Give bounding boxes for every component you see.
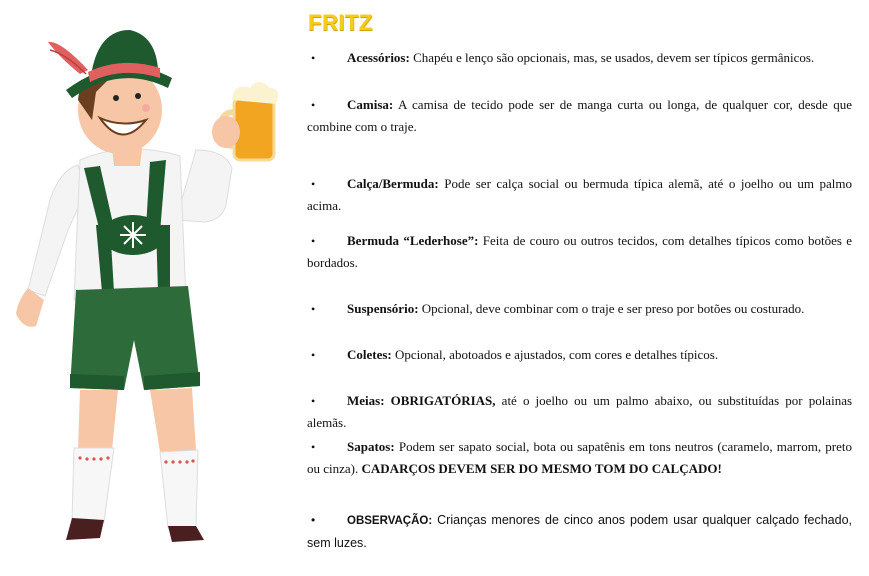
item-label: Meias:: [347, 393, 385, 408]
page-title: FRITZ: [308, 10, 373, 35]
item-label: Coletes:: [347, 347, 392, 362]
bullet: •: [311, 234, 316, 248]
list-item-shoes: [307, 436, 852, 480]
item-label: Suspensório:: [347, 301, 419, 316]
bullet: •: [311, 513, 316, 527]
item-label: Sapatos:: [347, 439, 395, 454]
item-emphasis: OBRIGATÓRIAS,: [390, 393, 496, 408]
item-label: Camisa:: [347, 97, 394, 112]
item-text: Podem ser sapato social, bota ou sapatênis em tons neutros (caramelo, marrom, preto ou cinza).: [307, 439, 852, 476]
bullet: •: [311, 440, 316, 454]
bullet: •: [311, 177, 316, 191]
list-item-shirt: [307, 94, 852, 138]
bullet: •: [311, 394, 316, 408]
bullet: •: [311, 51, 316, 65]
list-item-lederhose: [307, 230, 852, 274]
item-emphasis: CADARÇOS DEVEM SER DO MESMO TOM DO CALÇADO!: [361, 461, 722, 476]
item-text: Opcional, deve combinar com o traje e ser preso por botões ou costurado.: [421, 301, 805, 316]
item-text: Pode ser calça social ou bermuda típica alemã, até o joelho ou um palmo acima.: [307, 176, 852, 213]
list-item-pants: [307, 173, 852, 217]
bullet: •: [311, 302, 316, 316]
item-label: Bermuda “Lederhose”:: [347, 233, 479, 248]
list-item-suspenders: [307, 298, 852, 320]
list-item-socks: [307, 390, 852, 434]
item-label: OBSERVAÇÃO:: [347, 515, 433, 527]
item-text: Crianças menores de cinco anos podem usar qualquer calçado fechado, sem luzes.: [307, 513, 852, 550]
item-label: Calça/Bermuda:: [347, 176, 439, 191]
item-text: Opcional, abotoados e ajustados, com cores e detalhes típicos.: [395, 347, 719, 362]
list-item-vests: [307, 344, 852, 366]
bullet: •: [311, 348, 316, 362]
item-text: Chapéu e lenço são opcionais, mas, se usados, devem ser típicos germânicos.: [413, 50, 815, 65]
item-label: Acessórios:: [347, 50, 410, 65]
bullet: •: [311, 98, 316, 112]
list-item-observation: [307, 509, 852, 554]
list-item-accessories: [307, 47, 852, 69]
item-text: Feita de couro ou outros tecidos, com detalhes típicos como botões e bordados.: [307, 233, 853, 270]
item-text: até o joelho ou um palmo abaixo, ou substituídas por polainas alemãs.: [307, 393, 853, 430]
item-text: A camisa de tecido pode ser de manga curta ou longa, de qualquer cor, desde que combine com o traje.: [307, 97, 852, 134]
